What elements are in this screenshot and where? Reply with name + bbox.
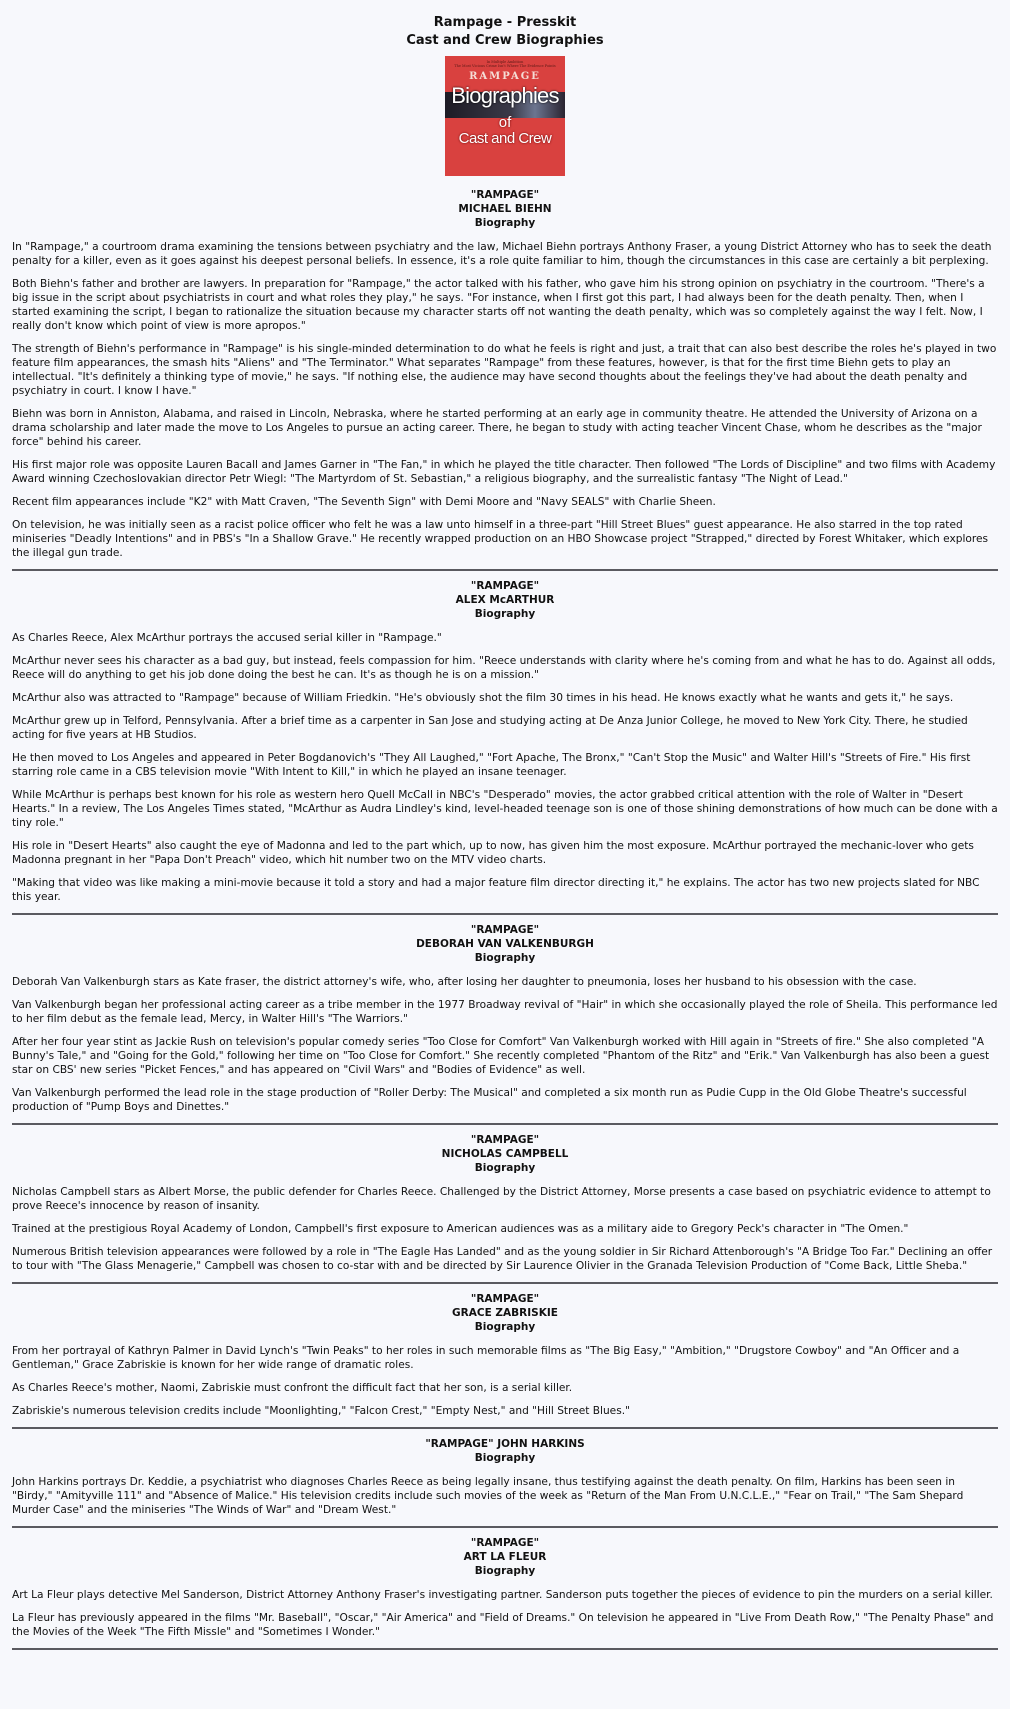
section-divider (12, 913, 998, 915)
bio-heading-line: Biography (474, 952, 536, 964)
bio-heading-line: "RAMPAGE" JOHN HARKINS (425, 1438, 585, 1450)
bio-paragraph: The strength of Biehn's performance in "Rampage" is his single-minded determination to do what he feels is right and just, a trait that can also best describe the roles he's played in two feature film appearances, the smash hits "Aliens" and "The Terminator." What separates "Rampage" from these features, however, is that for the first time Biehn gets to play an intellectual. "It's definitely a thinking type of movie," he says. "If nothing else, the audience may have second thoughts about the feelings they've had about the death penalty and psychiatry in court. I know I have." (12, 343, 997, 397)
bio-paragraph: La Fleur has previously appeared in the films "Mr. Baseball", "Oscar," "Air America" and "Field of Dreams." On television he appeared in "Live From Death Row," "The Penalty Phase" and the Movies of the Week "The Fifth Missle" and "Sometimes I Wonder." (12, 1612, 994, 1638)
bio-paragraph: Zabriskie's numerous television credits include "Moonlighting," "Falcon Crest," "Empty Nest," and "Hill Street Blues." (12, 1405, 630, 1417)
cover-tagline-2: The Most Vicious Crime Isn't Where The Evidence Points (454, 64, 556, 68)
bio-heading-line: "RAMPAGE" (470, 1134, 540, 1146)
bio-paragraph: McArthur grew up in Telford, Pennsylvania. After a brief time as a carpenter in San Jose and studying acting at De Anza Junior College, he moved to New York City. There, he studied acting for five years at HB Studios. (12, 715, 968, 741)
cover-title-3: Cast and Crew (458, 130, 552, 147)
bio-paragraph: Deborah Van Valkenburgh stars as Kate fraser, the district attorney's wife, who, after losing her daughter to pneumonia, loses her husband to his obsession with the case. (12, 976, 917, 988)
bio-heading-line: Biography (474, 1321, 536, 1333)
bio-paragraph: On television, he was initially seen as a racist police officer who felt he was a law unto himself in a three-part "Hill Street Blues" guest appearance. He also starred in the top rated miniseries "Deadly Intentions" and in PBS's "In a Shallow Grave." He recently wrapped production on an HBO Showcase project "Strapped," directed by Forest Whitaker, which explores the illegal gun trade. (12, 519, 989, 559)
biographies-list (12, 188, 998, 1650)
bio-heading (12, 579, 998, 621)
cover-title-1: Biographies (451, 83, 559, 108)
bio-paragraph: As Charles Reece's mother, Naomi, Zabriskie must confront the difficult fact that her son, is a serial killer. (12, 1382, 573, 1394)
bio-heading-line: Biography (474, 1162, 536, 1174)
bio-paragraph: Art La Fleur plays detective Mel Sanderson, District Attorney Anthony Fraser's investigating partner. Sanderson puts together the pieces of evidence to pin the murders on a serial killer. (12, 1589, 993, 1601)
bio-heading-line: ALEX McARTHUR (455, 594, 555, 606)
bio-section-john-harkins (12, 1437, 998, 1517)
bio-paragraph: Van Valkenburgh performed the lead role in the stage production of "Roller Derby: The Musical" and completed a six month run as Pudie Cupp in the Old Globe Theatre's successful production of "Pump Boys and Dinettes." (12, 1087, 967, 1113)
bio-heading-line: "RAMPAGE" (470, 924, 540, 936)
page-title (12, 14, 998, 50)
bio-paragraph: From her portrayal of Kathryn Palmer in David Lynch's "Twin Peaks" to her roles in such memorable films as "The Big Easy," "Ambition," "Drugstore Cowboy" and "An Officer and a Gentleman," Grace Zabriskie is known for her wide range of dramatic roles. (12, 1345, 960, 1371)
bio-paragraph: Nicholas Campbell stars as Albert Morse, the public defender for Charles Reece. Challenged by the District Attorney, Morse presents a case based on psychiatric evidence to attempt to prove Reece's innocence by reason of insanity. (12, 1186, 991, 1212)
bio-heading-line: Biography (474, 1565, 536, 1577)
bio-paragraph: "Making that video was like making a mini-movie because it told a story and had a major feature film director directing it," he explains. The actor has two new projects slated for NBC this year. (12, 877, 980, 903)
bio-paragraph: As Charles Reece, Alex McArthur portrays the accused serial killer in "Rampage." (12, 632, 442, 644)
bio-section-michael-biehn (12, 188, 998, 560)
cover-tagline-1: In Multiple Ambition (486, 60, 524, 64)
bio-heading-line: NICHOLAS CAMPBELL (441, 1148, 569, 1160)
bio-heading (12, 188, 998, 230)
cover-image (445, 56, 565, 176)
bio-paragraph: Both Biehn's father and brother are lawyers. In preparation for "Rampage," the actor talked with his father, who gave him his strong opinion on psychiatry in the courtroom. "There's a big issue in the script about psychiatrists in court and what roles they play," he says. "For instance, when I first got this part, I had always been for the death penalty. Then, when I started examining the script, I began to rationalize the situation because my character starts off not wanting the death penalty, which was so completely against the way I felt. Now, I really don't know which point of view is more apropos." (12, 278, 985, 332)
bio-heading (12, 1536, 998, 1578)
section-divider (12, 569, 998, 571)
section-divider (12, 1427, 998, 1429)
bio-heading-line: MICHAEL BIEHN (458, 203, 552, 215)
bio-paragraph: Trained at the prestigious Royal Academy of London, Campbell's first exposure to American audiences was as a military aide to Gregory Peck's character in "The Omen." (12, 1223, 909, 1235)
cover-title-2: of (498, 114, 512, 131)
bio-paragraph: His first major role was opposite Lauren Bacall and James Garner in "The Fan," in which he played the title character. Then followed "The Lords of Discipline" and two films with Academy Award winning Czechoslovakian director Petr Wiegl: "The Martyrdom of St. Sebastian," a religious biography, and the surrealistic fantasy "The Night of Lead." (12, 459, 996, 485)
page-title-line2: Cast and Crew Biographies (406, 33, 604, 48)
section-divider (12, 1526, 998, 1528)
bio-section-grace-zabriskie (12, 1292, 998, 1418)
bio-section-deborah-van-valkenburgh (12, 923, 998, 1114)
bio-heading-line: "RAMPAGE" (470, 1537, 540, 1549)
bio-section-alex-mcarthur (12, 579, 998, 904)
bio-paragraph: McArthur never sees his character as a bad guy, but instead, feels compassion for him. "Reece understands with clarity where he's coming from and what he has to do. Against all odds, Reece will do anything to get his job done doing the best he can. It's as though he is on a mission." (12, 655, 996, 681)
bio-paragraph: Numerous British television appearances were followed by a role in "The Eagle Has Landed" and as the young soldier in Sir Richard Attenborough's "A Bridge Too Far." Declining an offer to tour with "The Glass Menagerie," Campbell was chosen to co-star with and be directed by Sir Laurence Olivier in the Granada Television Production of "Come Back, Little Sheba." (12, 1246, 993, 1272)
section-divider (12, 1648, 998, 1650)
bio-paragraph: Van Valkenburgh began her professional acting career as a tribe member in the 1977 Broadway revival of "Hair" in which she occasionally played the role of Sheila. This performance led to her film debut as the female lead, Mercy, in Walter Hill's "The Warriors." (12, 999, 998, 1025)
bio-paragraph: While McArthur is perhaps best known for his role as western hero Quell McCall in NBC's "Desperado" movies, the actor grabbed critical attention with the role of Walter in "Desert Hearts." In a review, The Los Angeles Times stated, "McArthur as Audra Lindley's kind, level-headed teenage son is one of those shining demonstrations of how much can be done with a tiny role." (12, 789, 998, 829)
bio-paragraph: After her four year stint as Jackie Rush on television's popular comedy series "Too Close for Comfort" Van Valkenburgh worked with Hill again in "Streets of fire." She also completed "A Bunny's Tale," and "Going for the Gold," following her time on "Too Close for Comfort." She recently completed "Phantom of the Ritz" and "Erik." Van Valkenburgh has also been a guest star on CBS' new series "Picket Fences," and has appeared on "Civil Wars" and "Bodies of Evidence" as well. (12, 1036, 990, 1076)
bio-heading-line: DEBORAH VAN VALKENBURGH (416, 938, 594, 950)
bio-paragraph: McArthur also was attracted to "Rampage" because of William Friedkin. "He's obviously shot the film 30 times in his head. He knows exactly what he wants and gets it," he says. (12, 692, 954, 704)
bio-paragraph: In "Rampage," a courtroom drama examining the tensions between psychiatry and the law, Michael Biehn portrays Anthony Fraser, a young District Attorney who has to seek the death penalty for a killer, even as it goes against his deepest personal beliefs. In essence, it's a role quite familiar to him, though the circumstances in this case are certainly a bit perplexing. (12, 241, 992, 267)
bio-heading-line: ART LA FLEUR (463, 1551, 547, 1563)
bio-paragraph: Recent film appearances include "K2" with Matt Craven, "The Seventh Sign" with Demi Moore and "Navy SEALS" with Charlie Sheen. (12, 496, 716, 508)
cover-brand: RAMPAGE (469, 71, 541, 82)
bio-heading-line: "RAMPAGE" (470, 1293, 540, 1305)
bio-paragraph: He then moved to Los Angeles and appeared in Peter Bogdanovich's "They All Laughed," "Fort Apache, The Bronx," "Can't Stop the Music" and Walter Hill's "Streets of Fire." His first starring role came in a CBS television movie "With Intent to Kill," in which he played an insane teenager. (12, 752, 971, 778)
bio-heading (12, 1133, 998, 1175)
bio-heading (12, 923, 998, 965)
section-divider (12, 1282, 998, 1284)
bio-heading (12, 1437, 998, 1465)
bio-heading-line: Biography (474, 608, 536, 620)
section-divider (12, 1123, 998, 1125)
bio-paragraph: His role in "Desert Hearts" also caught the eye of Madonna and led to the part which, up to now, has given him the most exposure. McArthur portrayed the mechanic-lover who gets Madonna pregnant in her "Papa Don't Preach" video, which hit number two on the MTV video charts. (12, 840, 974, 866)
bio-heading-line: "RAMPAGE" (470, 189, 540, 201)
bio-heading-line: Biography (474, 217, 536, 229)
bio-section-art-la-fleur (12, 1536, 998, 1639)
bio-heading-line: GRACE ZABRISKIE (452, 1307, 558, 1319)
bio-paragraph: John Harkins portrays Dr. Keddie, a psychiatrist who diagnoses Charles Reece as being legally insane, thus testifying against the death penalty. On film, Harkins has been seen in "Birdy," "Amityville 111" and "Absence of Malice." His television credits include such movies of the week as "Return of the Man From U.N.C.L.E.," "Fear on Trail," "The Sam Shepard Murder Case" and the miniseries "The Winds of War" and "Dream West." (12, 1476, 964, 1516)
bio-heading-line: "RAMPAGE" (470, 580, 540, 592)
bio-heading (12, 1292, 998, 1334)
page-title-line1: Rampage - Presskit (433, 15, 577, 30)
bio-paragraph: Biehn was born in Anniston, Alabama, and raised in Lincoln, Nebraska, where he started performing at an early age in community theatre. He attended the University of Arizona on a drama scholarship and later made the move to Los Angeles to pursue an acting career. There, he began to study with acting teacher Vincent Chase, whom he describes as the "major force" behind his career. (12, 408, 982, 448)
cover-image-wrapper (12, 56, 998, 180)
bio-section-nicholas-campbell (12, 1133, 998, 1273)
bio-heading-line: Biography (474, 1452, 536, 1464)
